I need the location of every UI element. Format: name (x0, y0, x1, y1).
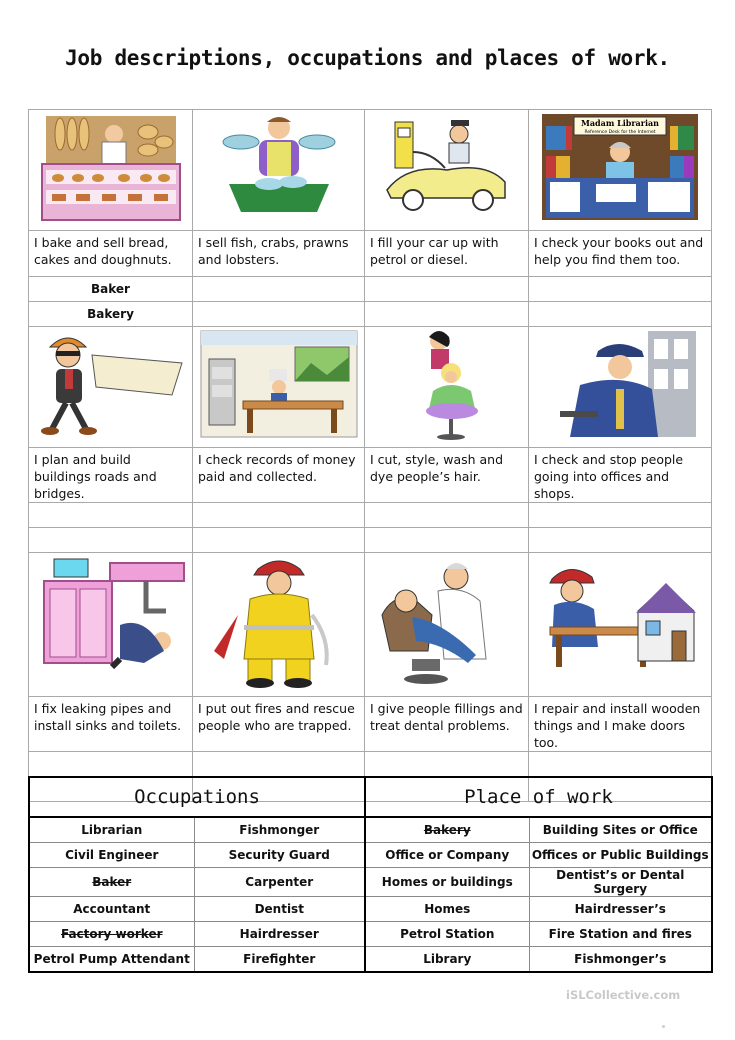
hairdresser-picture (365, 327, 529, 448)
occupation-word: Hairdresser (194, 922, 365, 947)
occupation-word: Accountant (29, 897, 194, 922)
occupation-word: Fishmonger (194, 817, 365, 843)
place-answer-cell[interactable] (193, 528, 365, 553)
fishmonger-picture (193, 110, 365, 231)
occupation-answer-cell[interactable] (529, 503, 712, 528)
job-description: I fix leaking pipes and install sinks and toilets. (29, 697, 193, 752)
librarian-sign-title: Madam Librarian (581, 118, 659, 128)
place-word: Fishmonger’s (529, 947, 712, 973)
place-answer-cell[interactable] (29, 528, 193, 553)
place-of-work-heading: Place of work (365, 777, 712, 817)
firefighter-picture (193, 553, 365, 697)
job-description: I check and stop people going into offices and shops. (529, 448, 712, 503)
occupation-answer-cell[interactable] (193, 277, 365, 302)
job-description: I give people fillings and treat dental problems. (365, 697, 529, 752)
place-answer-cell[interactable] (529, 302, 712, 327)
place-answer-cell[interactable] (365, 302, 529, 327)
occupation-word: Librarian (29, 817, 194, 843)
job-description: I put out fires and rescue people who are trapped. (193, 697, 365, 752)
occupation-answer-cell[interactable] (29, 752, 193, 777)
place-word: Hairdresser’s (529, 897, 712, 922)
place-word: Dentist’s or Dental Surgery (529, 868, 712, 897)
job-description: I sell fish, crabs, prawns and lobsters. (193, 231, 365, 277)
occupation-answer-cell[interactable] (529, 277, 712, 302)
place-word: Homes or buildings (365, 868, 529, 897)
place-word-crossed: Bakery (423, 823, 471, 837)
place-word: Petrol Station (365, 922, 529, 947)
occupations-heading: Occupations (29, 777, 365, 817)
occupation-word: Firefighter (194, 947, 365, 973)
librarian-picture (529, 110, 712, 231)
plumber-picture (29, 553, 193, 697)
occupation-answer-cell[interactable] (365, 277, 529, 302)
occupation-answer-cell[interactable] (193, 752, 365, 777)
carpenter-picture (529, 553, 712, 697)
occupation-answer-cell[interactable] (365, 503, 529, 528)
baker-picture (29, 110, 193, 231)
place-word (365, 817, 529, 843)
occupation-answer-cell[interactable]: Baker (29, 277, 193, 302)
occupation-word: Civil Engineer (29, 843, 194, 868)
job-description: I repair and install wooden things and I make doors too. (529, 697, 712, 752)
accountant-picture (193, 327, 365, 448)
watermark: iSLCollective.com (566, 988, 681, 1002)
job-description: I plan and build buildings roads and bridges. (29, 448, 193, 503)
occupation-word: Carpenter (194, 868, 365, 897)
job-description: I bake and sell bread, cakes and doughnuts. (29, 231, 193, 277)
job-description: I check records of money paid and collected. (193, 448, 365, 503)
place-word: Homes (365, 897, 529, 922)
occupation-word-crossed: Baker (92, 875, 132, 889)
place-answer-cell[interactable] (365, 528, 529, 553)
place-word: Office or Company (365, 843, 529, 868)
occupation-word (29, 922, 194, 947)
job-description: I check your books out and help you find them too. (529, 231, 712, 277)
place-answer-cell[interactable]: Bakery (29, 302, 193, 327)
job-description: I fill your car up with petrol or diesel. (365, 231, 529, 277)
engineer-picture (29, 327, 193, 448)
security-guard-picture (529, 327, 712, 448)
occupation-word: Security Guard (194, 843, 365, 868)
occupation-word (29, 868, 194, 897)
decorative-dot (662, 1025, 665, 1028)
occupation-answer-cell[interactable] (365, 752, 529, 777)
job-grid (28, 109, 712, 802)
place-word: Library (365, 947, 529, 973)
librarian-sign-subtitle: Reference Desk for the Internet (584, 130, 656, 135)
place-answer-cell[interactable] (529, 528, 712, 553)
page-title: Job descriptions, occupations and places of work. (65, 46, 670, 70)
place-word: Building Sites or Office (529, 817, 712, 843)
occupation-word: Petrol Pump Attendant (29, 947, 194, 973)
occupation-word: Dentist (194, 897, 365, 922)
occupation-word-crossed: Factory worker (60, 927, 163, 941)
place-answer-cell[interactable] (193, 302, 365, 327)
occupation-answer-cell[interactable] (29, 503, 193, 528)
place-word: Offices or Public Buildings (529, 843, 712, 868)
dentist-picture (365, 553, 529, 697)
occupation-answer-cell[interactable] (193, 503, 365, 528)
place-word: Fire Station and fires (529, 922, 712, 947)
occupation-answer-cell[interactable] (529, 752, 712, 777)
job-description: I cut, style, wash and dye people’s hair. (365, 448, 529, 503)
word-box (28, 776, 713, 973)
petrol-attendant-picture (365, 110, 529, 231)
